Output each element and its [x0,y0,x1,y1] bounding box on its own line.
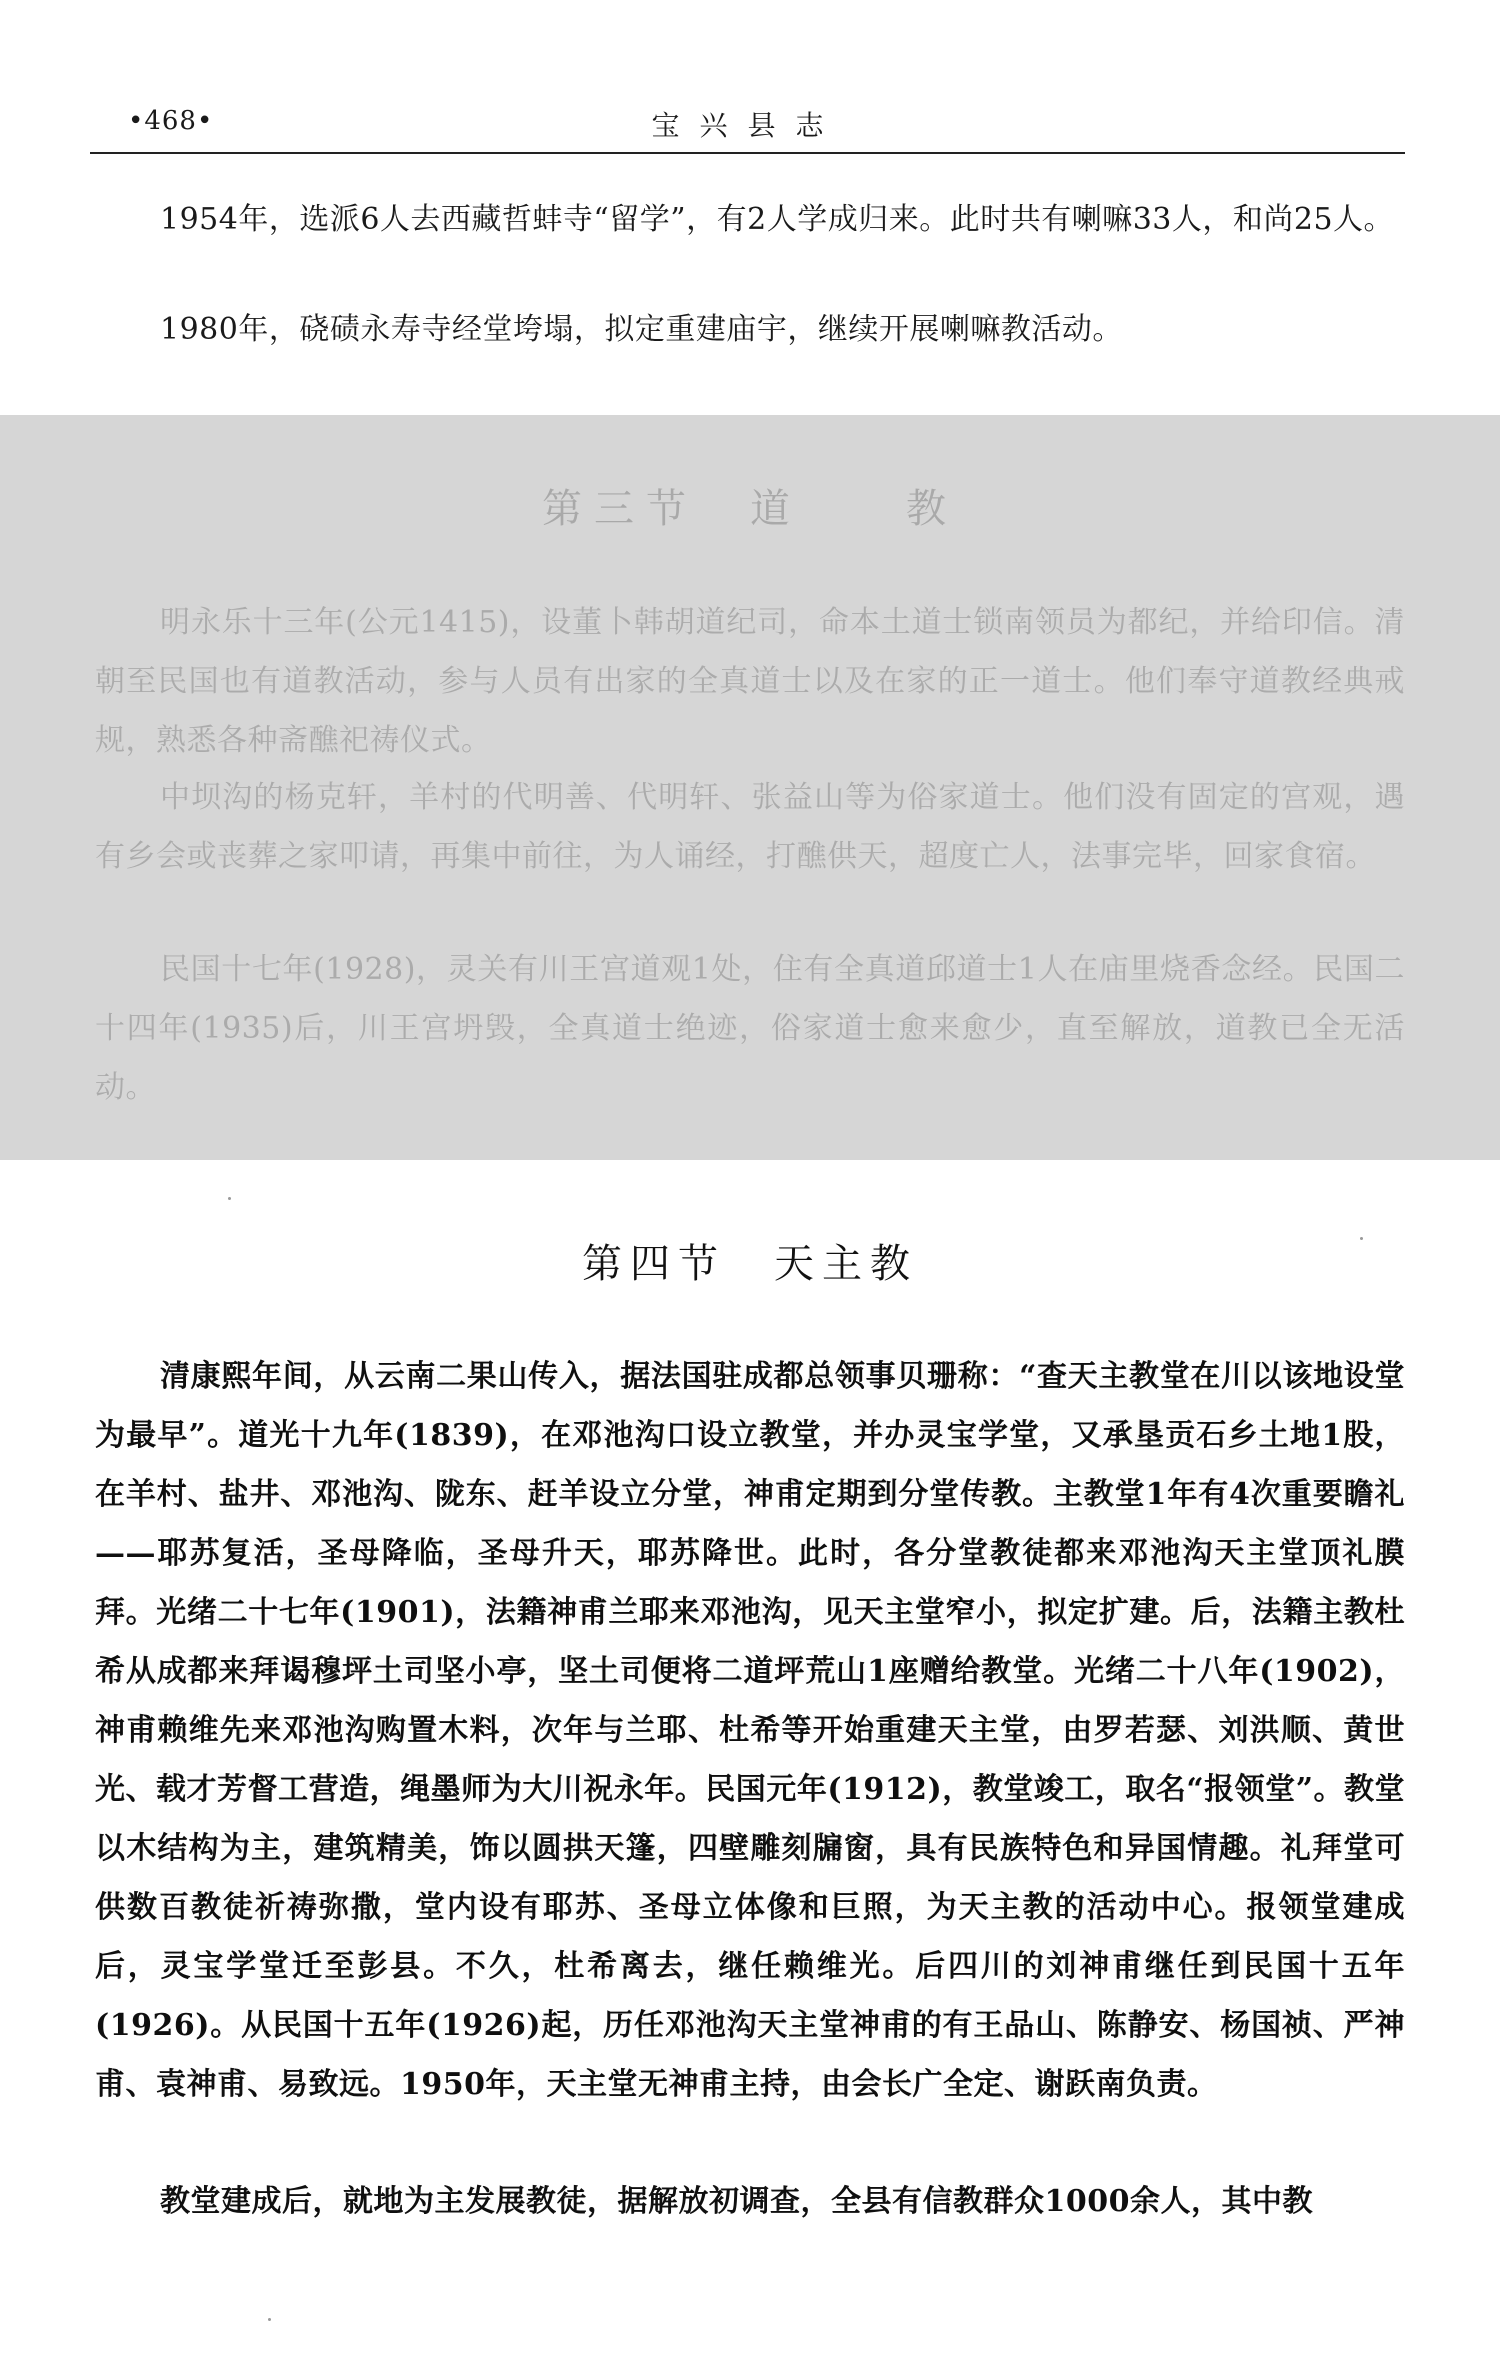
section-3-paragraph-3: 民国十七年(1928)，灵关有川王宫道观1处，住有全真道邱道士1人在庙里烧香念经。民国二十四年(1935)后，川王宫坍毁，全真道士绝迹，俗家道士愈来愈少，直至解放，道教已全无活动。 [95,952,1405,1105]
scan-speck [228,1197,231,1200]
intro-paragraph-1: 1954年，选派6人去西藏哲蚌寺“留学”，有2人学成归来。此时共有喇嘛33人，和尚25人。 [160,202,1395,237]
section-4-paragraph-2: 教堂建成后，就地为主发展教徒，据解放初调查，全县有信教群众1000余人，其中教 [160,2184,1313,2219]
scan-speck [1360,1237,1363,1240]
section-4-paragraph-1: 清康熙年间，从云南二果山传入，据法国驻成都总领事贝珊称：“查天主教堂在川以该地设堂为最早”。道光十九年(1839)，在邓池沟口设立教堂，并办灵宝学堂，又承垦贡石乡土地1股，在羊村、盐井、邓池沟、陇东、赶羊设立分堂，神甫定期到分堂传教。主教堂1年有4次重要瞻礼——耶苏复活，圣母降临，圣母升天，耶苏降世。此时，各分堂教徒都来邓池沟天主堂顶礼膜拜。光绪二十七年(1901)，法籍神甫兰耶来邓池沟，见天主堂窄小，拟定扩建。后，法籍主教杜希从成都来拜谒穆坪土司坚小亭，坚土司便将二道坪荒山1座赠给教堂。光绪二十八年(1902)，神甫赖维先来邓池沟购置木料，次年与兰耶、杜希等开始重建天主堂，由罗若瑟、刘洪顺、黄世光、载才芳督工营造，绳墨师为大川祝永年。民国元年(1912)，教堂竣工，取名“报领堂”。教堂以木结构为主，建筑精美，饰以圆拱天篷，四壁雕刻牖窗，具有民族特色和异国情趣。礼拜堂可供数百教徒祈祷弥撒，堂内设有耶苏、圣母立体像和巨照，为天主教的活动中心。报领堂建成后，灵宝学堂迁至彭县。不久，杜希离去，继任赖维光。后四川的刘神甫继任到民国十五年(1926)。从民国十五年(1926)起，历任邓池沟天主堂神甫的有王品山、陈静安、杨国祯、严神甫、袁神甫、易致远。1950年，天主堂无神甫主持，由会长广全定、谢跃南负责。 [95,1359,1405,2102]
book-title: 宝兴县志 [651,109,844,142]
intro-paragraph-2: 1980年，硗碛永寿寺经堂垮塌，拟定重建庙宇，继续开展喇嘛教活动。 [160,312,1123,347]
scan-speck [268,2318,271,2321]
section-3-paragraph-1: 明永乐十三年(公元1415)，设董卜韩胡道纪司，命本土道士锁南领员为都纪，并给印信。清朝至民国也有道教活动，参与人员有出家的全真道士以及在家的正一道士。他们奉守道教经典戒规，熟悉各种斋醮祀祷仪式。 [95,605,1405,758]
page-header [90,100,1405,154]
section-3-title: 第三节 道 教 [542,486,958,532]
section-3-paragraph-2: 中坝沟的杨克轩，羊村的代明善、代明轩、张益山等为俗家道士。他们没有固定的宫观，遇有乡会或丧葬之家叩请，再集中前往，为人诵经，打醮供天，超度亡人，法事完毕，回家食宿。 [95,780,1405,874]
section-4-title: 第四节 天主教 [582,1241,918,1287]
page-number: •468• [128,106,214,136]
highlighted-section [0,415,1500,1160]
